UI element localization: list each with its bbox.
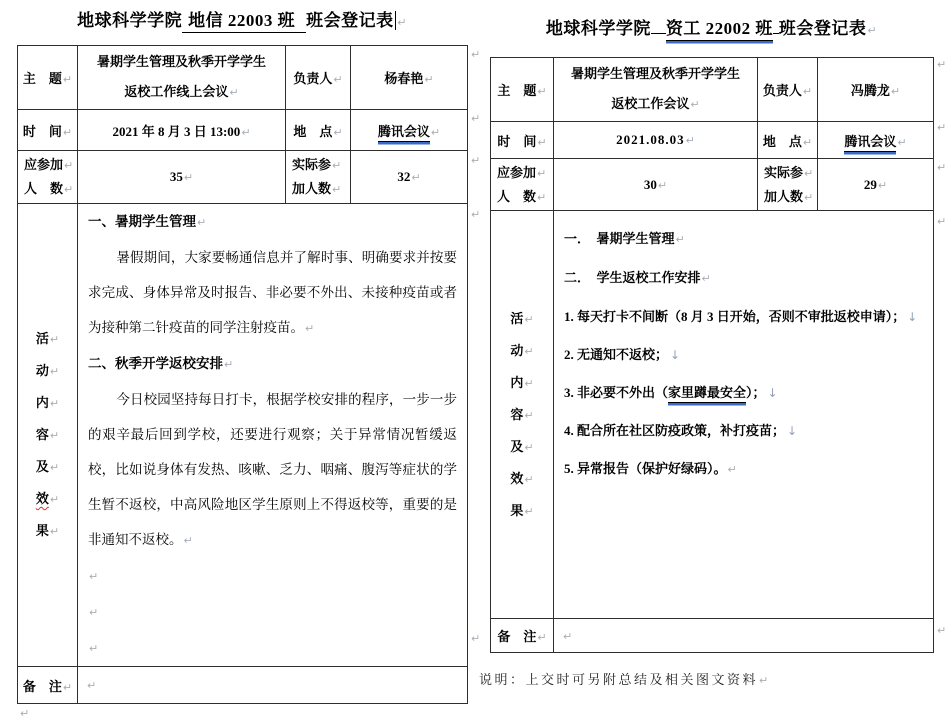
activity-char: 效 — [510, 470, 524, 486]
paragraph-mark: ↵ — [563, 629, 573, 643]
paragraph-mark: ↵ — [867, 24, 878, 37]
paragraph-mark: ↵ — [524, 344, 534, 358]
paragraph-mark: ↵ — [224, 358, 234, 371]
paragraph-mark: ↵ — [64, 183, 74, 196]
activity-char: 容 — [35, 427, 49, 442]
notes-label: 备 注 — [22, 678, 62, 694]
paragraph-mark: ↵ — [802, 135, 813, 149]
paragraph-mark: ↵ — [62, 125, 73, 139]
cell-place-label[interactable] — [758, 122, 818, 159]
paragraph-mark: ↵ — [701, 272, 711, 285]
cell-expected-label[interactable] — [491, 159, 554, 211]
subject-label: 主 题 — [497, 83, 537, 98]
expected-value: 30 — [643, 176, 657, 192]
cell-time-value[interactable] — [78, 110, 286, 151]
activity-label-vertical — [18, 323, 77, 547]
cell-subject-label[interactable] — [491, 58, 554, 122]
title-form: 班会登记表 — [778, 19, 867, 38]
paragraph-mark: ↵ — [877, 178, 888, 192]
activity-char-misspell: 效 — [35, 491, 49, 506]
line-break-mark: ↓ — [907, 310, 918, 324]
paragraph-mark: ↵ — [49, 429, 60, 442]
paragraph-mark: ↵ — [802, 85, 813, 98]
activity-char: 及 — [35, 459, 49, 474]
leader-label: 负责人 — [293, 71, 333, 86]
activity-char: 及 — [510, 438, 524, 454]
content-heading-1: 一、暑期学生管理 — [88, 214, 196, 229]
activity-char: 果 — [510, 502, 524, 518]
cell-subject-value[interactable] — [78, 46, 286, 110]
cell-actual-label[interactable] — [758, 159, 818, 211]
paragraph-mark: ↵ — [49, 525, 60, 538]
cell-activity-content[interactable] — [78, 204, 468, 667]
cell-time-label[interactable] — [18, 110, 78, 151]
expected-label-line1: 应参加 — [497, 164, 537, 180]
time-label: 时 间 — [497, 133, 537, 149]
footnote: 说明：上交时可另附总结及相关图文资料↵ — [479, 672, 771, 687]
paragraph-mark: ↵ — [657, 178, 668, 192]
subject-value-line1: 暑期学生管理及秋季开学学生 — [96, 54, 266, 69]
subject-value-line2: 返校工作会议 — [611, 96, 690, 111]
paragraph-mark: ↵ — [49, 333, 60, 346]
line-break-mark: ↓ — [787, 424, 798, 438]
line-break-mark: ↓ — [670, 348, 681, 362]
paragraph-mark: ↵ — [524, 376, 534, 390]
subject-value-line1: 暑期学生管理及秋季开学学生 — [570, 66, 740, 81]
title-school: 地球科学学院 — [545, 19, 651, 38]
cell-place-value[interactable] — [818, 122, 934, 159]
expected-label-line1: 应参加 — [24, 157, 64, 172]
paragraph-mark: ↵ — [62, 73, 73, 86]
expected-value: 35 — [169, 169, 183, 184]
activity-char: 果 — [35, 523, 49, 538]
cell-notes-value[interactable] — [554, 619, 934, 653]
paragraph-mark: ↵ — [241, 125, 251, 139]
paragraph-mark: ↵ — [937, 215, 947, 228]
paragraph-mark: ↵ — [471, 112, 481, 125]
cell-expected-label[interactable] — [18, 151, 78, 204]
cell-actual-label[interactable] — [286, 151, 351, 204]
cell-activity-label[interactable] — [491, 211, 554, 619]
activity-char: 活 — [510, 310, 524, 326]
subject-value-line2: 返校工作线上会议 — [124, 84, 229, 99]
paragraph-mark: ↵ — [89, 606, 99, 619]
paragraph-mark: ↵ — [524, 312, 534, 326]
activity-label-vertical — [491, 303, 553, 527]
paragraph-mark: ↵ — [333, 125, 343, 139]
title-form: 班会登记表 — [306, 11, 394, 30]
paragraph-mark: ↵ — [471, 208, 481, 221]
paragraph-mark: ↵ — [183, 534, 193, 547]
paragraph-mark: ↵ — [727, 463, 737, 476]
paragraph-mark: ↵ — [49, 365, 60, 378]
cell-leader-label[interactable] — [286, 46, 351, 110]
content-heading-2: 二． 学生返校工作安排 — [564, 270, 701, 285]
activity-char: 内 — [35, 395, 49, 410]
page-title-left[interactable] — [17, 6, 467, 45]
paragraph-mark: ↵ — [937, 121, 947, 134]
time-value: 2021.08.03 — [616, 132, 685, 147]
paragraph-mark: ↵ — [424, 73, 434, 86]
paragraph-mark: ↵ — [87, 679, 97, 692]
content-item-5: 5. 异常报告（保护好绿码）。 — [564, 461, 727, 476]
activity-char: 动 — [35, 363, 49, 378]
notes-label: 备 注 — [497, 629, 537, 644]
cell-time-value[interactable] — [554, 122, 758, 159]
title-school: 地球科学学院 — [77, 11, 183, 30]
paragraph-mark: ↵ — [183, 171, 194, 184]
cell-subject-value[interactable] — [554, 58, 758, 122]
paragraph-mark: ↵ — [430, 125, 441, 139]
cell-actual-value[interactable] — [818, 159, 934, 211]
paragraph-mark: ↵ — [49, 493, 60, 506]
paragraph-mark: ↵ — [64, 159, 74, 172]
time-label: 时 间 — [22, 123, 62, 139]
cell-time-label[interactable] — [491, 122, 554, 159]
paragraph-mark: ↵ — [537, 135, 547, 149]
actual-label-line1: 实际参 — [764, 164, 804, 180]
actual-label-line2: 加人数 — [764, 188, 804, 204]
content-item-1: 1. 每天打卡不间断（8 月 3 日开始，否则不审批返校申请）； — [564, 309, 906, 324]
leader-value: 冯腾龙 — [850, 83, 890, 98]
cell-leader-value[interactable] — [351, 46, 468, 110]
content-item-3-underlined: 家里蹲最安全 — [668, 385, 746, 403]
meeting-registration-table-left — [17, 45, 468, 704]
place-value-link: 腾讯会议 — [844, 134, 896, 152]
paragraph-mark: ↵ — [804, 166, 814, 180]
place-value-link: 腾讯会议 — [378, 124, 430, 142]
paragraph-mark: ↵ — [332, 159, 342, 172]
meeting-registration-table-right — [490, 57, 934, 653]
paragraph-mark: ↵ — [333, 73, 343, 86]
paragraph-mark: ↵ — [675, 233, 685, 246]
subject-label: 主 题 — [22, 71, 62, 86]
title-class-name-inserted: 资工 22002 班 — [666, 19, 773, 41]
paragraph-mark: ↵ — [411, 171, 421, 184]
paragraph-mark: ↵ — [305, 322, 315, 335]
cell-leader-value[interactable] — [818, 58, 934, 122]
place-label: 地 点 — [293, 123, 333, 139]
paragraph-mark: ↵ — [332, 183, 342, 196]
leader-value: 杨春艳 — [384, 71, 424, 86]
paragraph-mark: ↵ — [471, 632, 481, 645]
paragraph-mark: ↵ — [89, 570, 99, 583]
paragraph-mark: ↵ — [89, 642, 99, 655]
paragraph-mark: ↵ — [690, 98, 700, 111]
actual-value: 32 — [397, 169, 411, 184]
content-paragraph-2: 今日校园坚持每日打卡，根据学校安排的程序，一步一步的艰辛最后回到学校，还要进行观察；关于异常情况暂缓返校，比如说身体有发热、咳嗽、乏力、咽痛、腹泻等症状的学生暂不返校，中高风险地区学生原则上不得返校等，重要的是非通知不返校。↵ — [88, 392, 457, 547]
paragraph-mark: ↵ — [20, 707, 30, 720]
activity-char: 动 — [510, 342, 524, 358]
paragraph-mark: ↵ — [937, 161, 947, 174]
cell-place-value[interactable] — [351, 110, 468, 151]
cell-notes-value[interactable] — [78, 667, 468, 704]
cell-expected-value[interactable] — [78, 151, 286, 204]
place-label: 地 点 — [762, 133, 802, 149]
paragraph-mark: ↵ — [62, 680, 73, 694]
paragraph-mark: ↵ — [49, 461, 60, 474]
right-document-page[interactable] — [490, 14, 933, 653]
paragraph-mark: ↵ — [397, 16, 407, 29]
content-heading-2: 二、秋季开学返校安排 — [88, 356, 223, 371]
content-item-2: 2. 无通知不返校； — [564, 347, 669, 362]
paragraph-mark: ↵ — [537, 190, 547, 204]
text-cursor — [395, 11, 397, 30]
paragraph-mark: ↵ — [804, 190, 814, 204]
left-document-page[interactable] — [17, 6, 467, 722]
paragraph-mark: ↵ — [471, 154, 481, 167]
expected-label-line2: 人 数 — [24, 181, 64, 196]
paragraph-mark: ↵ — [897, 135, 907, 149]
content-item-3-tail: ）； — [746, 385, 766, 400]
paragraph-mark: ↵ — [937, 58, 947, 71]
time-value: 2021 年 8 月 3 日 13:00 — [112, 123, 241, 139]
content-item-4: 4. 配合所在社区防疫政策，补打疫苗； — [564, 423, 786, 438]
cell-activity-content[interactable] — [554, 211, 934, 619]
activity-char: 内 — [510, 374, 524, 390]
paragraph-mark: ↵ — [229, 86, 239, 99]
paragraph-mark: ↵ — [524, 472, 534, 486]
actual-value: 29 — [863, 176, 877, 192]
activity-char: 活 — [35, 331, 49, 346]
cell-notes-label[interactable] — [491, 619, 554, 653]
leader-label: 负责人 — [762, 83, 802, 98]
paragraph-mark: ↵ — [524, 408, 534, 422]
cell-place-label[interactable] — [286, 110, 351, 151]
paragraph-mark: ↵ — [890, 85, 901, 98]
paragraph-mark: ↵ — [197, 216, 207, 229]
paragraph-mark: ↵ — [685, 134, 695, 147]
content-paragraph-1: 暑假期间，大家要畅通信息并了解时事、明确要求并按要求完成、身体异常及时报告、非必要不外出、未接种疫苗或者为接种第二针疫苗的同学注射疫苗。↵ — [88, 250, 457, 335]
paragraph-mark: ↵ — [537, 631, 547, 644]
paragraph-mark: ↵ — [759, 674, 771, 687]
paragraph-mark: ↵ — [537, 85, 547, 98]
paragraph-mark: ↵ — [524, 504, 534, 518]
actual-label-line2: 加人数 — [292, 181, 332, 196]
cell-subject-label[interactable] — [18, 46, 78, 110]
page-title-right[interactable] — [490, 14, 933, 57]
activity-char: 容 — [510, 406, 524, 422]
content-item-3: 3. 非必要不外出（ — [564, 385, 669, 400]
paragraph-mark: ↵ — [524, 440, 534, 454]
content-heading-1: 一． 暑期学生管理 — [564, 231, 675, 246]
cell-activity-label[interactable] — [18, 204, 78, 667]
line-break-mark: ↓ — [767, 386, 778, 400]
actual-label-line1: 实际参 — [292, 157, 332, 172]
title-class-name: 地信 22003 班 — [188, 11, 296, 30]
paragraph-mark: ↵ — [471, 48, 481, 61]
cell-expected-value[interactable] — [554, 159, 758, 211]
cell-leader-label[interactable] — [758, 58, 818, 122]
cell-notes-label[interactable] — [18, 667, 78, 704]
paragraph-mark: ↵ — [537, 166, 547, 180]
cell-actual-value[interactable] — [351, 151, 468, 204]
paragraph-mark: ↵ — [49, 397, 60, 410]
expected-label-line2: 人 数 — [497, 188, 537, 204]
paragraph-mark: ↵ — [937, 624, 947, 637]
